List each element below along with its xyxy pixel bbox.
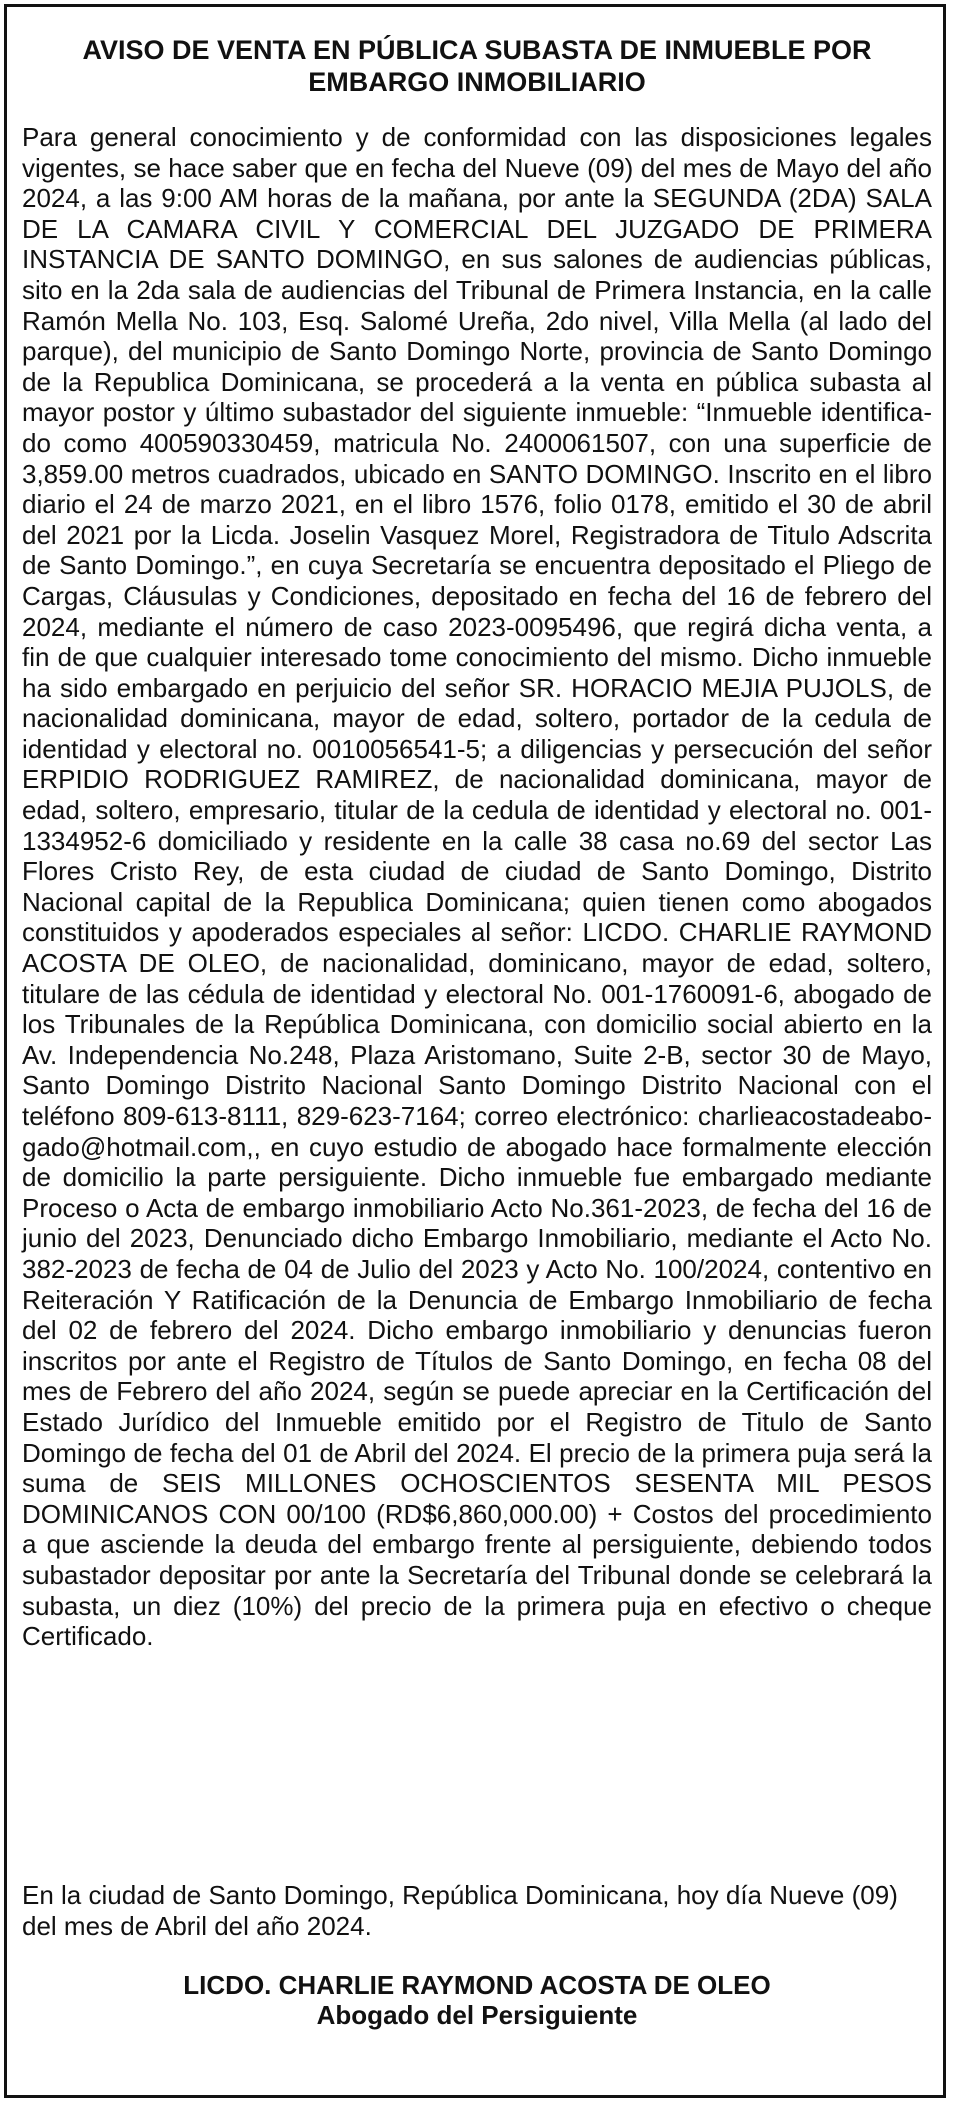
notice-title: AVISO DE VENTA EN PÚBLICA SUBASTA DE INMUEBLE POR EMBARGO INMOBILIARIO xyxy=(82,35,872,97)
signature-name: LICDO. CHARLIE RAYMOND ACOSTA DE OLEO xyxy=(183,1970,771,2000)
signature-role: Abogado del Persiguiente xyxy=(316,2000,638,2030)
signature-block xyxy=(40,1970,914,2030)
notice-closing: En la ciudad de Santo Domingo, República Dominicana, hoy día Nueve (09) del mes de Abril del año 2024. xyxy=(22,1880,898,1941)
notice-body: Para general conocimiento y de conformidad con las disposiciones legales vigentes, se hace saber que en fecha del Nueve (09) del mes de Mayo del año 2024, a las 9:00 AM horas de la mañana, por ante la SEGUNDA (2DA) SALA DE LA CAMARA CIVIL Y COMERCIAL DEL JUZGADO DE PRIMERA INSTANCIA DE SANTO DOMINGO, en sus salones de audiencias públicas, sito en la 2da sala de audiencias del Tribunal de Primera Instancia, en la calle Ramón Mella No. 103, Esq. Salomé Ureña, 2do nivel, Villa Mella (al lado del parque), del municipio de Santo Domingo Norte, provincia de Santo Domingo de la Republica Dominicana, se procederá a la venta en pública subasta al mayor postor y último subastador del siguiente inmueble: “Inmueble identificado como 400590330459, matricula No. 2400061507, con una superficie de 3,859.00 metros cuadrados, ubicado en SANTO DOMINGO. Inscrito en el libro diario el 24 de marzo 2021, en el libro 1576, folio 0178, emitido el 30 de abril del 2021 por la Licda. Joselin Vasquez Morel, Registradora de Titulo Adscrita de Santo Domingo.”, en cuya Secretaría se encuentra depositado el Pliego de Cargas, Cláusulas y Condiciones, depositado en fecha del 16 de febrero del 2024, mediante el número de caso 2023-0095496, que regirá dicha venta, a fin de que cualquier interesado tome conocimiento del mismo. Dicho inmueble ha sido embargado en perjuicio del señor SR. HORACIO MEJIA PUJOLS, de nacionalidad dominicana, mayor de edad, soltero, portador de la cedula de identidad y electoral no. 0010056541-5; a diligencias y persecución del señor ERPIDIO RODRIGUEZ RAMIREZ, de nacionalidad dominicana, mayor de edad, soltero, empresario, titular de la cedula de identidad y electoral no. 001-1334952-6 domiciliado y residente en la calle 38 casa no.69 del sector Las Flores Cristo Rey, de esta ciudad de ciudad de Santo Domingo, Distrito Nacional capital de la Republica Dominicana; quien tienen como abogados constituidos y apoderados especiales al señor: LICDO. CHARLIE RAYMOND ACOSTA DE OLEO, de nacionalidad, dominicano, mayor de edad, soltero, titulare de las cédula de identidad y electoral No. 001-1760091-6, abogado de los Tribunales de la República Dominicana, con domicilio social abierto en la Av. Independencia No.248, Plaza Aristomano, Suite 2-B, sector 30 de Mayo, Santo Domingo Distrito Nacional Santo Domingo Distrito Nacional con el teléfono 809-613-8111, 829-623-7164; correo electrónico: charlieacostadeabogado@hotmail.com,, en cuyo estudio de abogado hace formalmente elección de domicilio la parte persiguiente. Dicho inmueble fue embargado mediante Proceso o Acta de embargo inmobiliario Acto No.361-2023, de fecha del 16 de junio del 2023, Denunciado dicho Embargo Inmobiliario, mediante el Acto No. 382-2023 de fecha de 04 de Julio del 2023 y Acto No. 100/2024, contentivo en Reiteración Y Ratificación de la Denuncia de Embargo Inmobiliario de fecha del 02 de febrero del 2024. Dicho embargo inmobiliario y denuncias fueron inscritos por ante el Registro de Títulos de Santo Domingo, en fecha 08 del mes de Febrero del año 2024, según se puede apreciar en la Certificación del Estado Jurídico del Inmueble emitido por el Registro de Titulo de Santo Domingo de fecha del 01 de Abril del 2024. El precio de la primera puja será la suma de SEIS MILLONES OCHOSCIENTOS SESENTA MIL PESOS DOMINICANOS CON 00/100 (RD$6,860,000.00) + Costos del procedimiento a que asciende la deuda del embargo frente al persiguiente, debiendo todos subastador depositar por ante la Secretaría del Tribunal donde se celebrará la subasta, un diez (10%) del precio de la primera puja en efectivo o cheque Certificado. xyxy=(22,122,932,1652)
